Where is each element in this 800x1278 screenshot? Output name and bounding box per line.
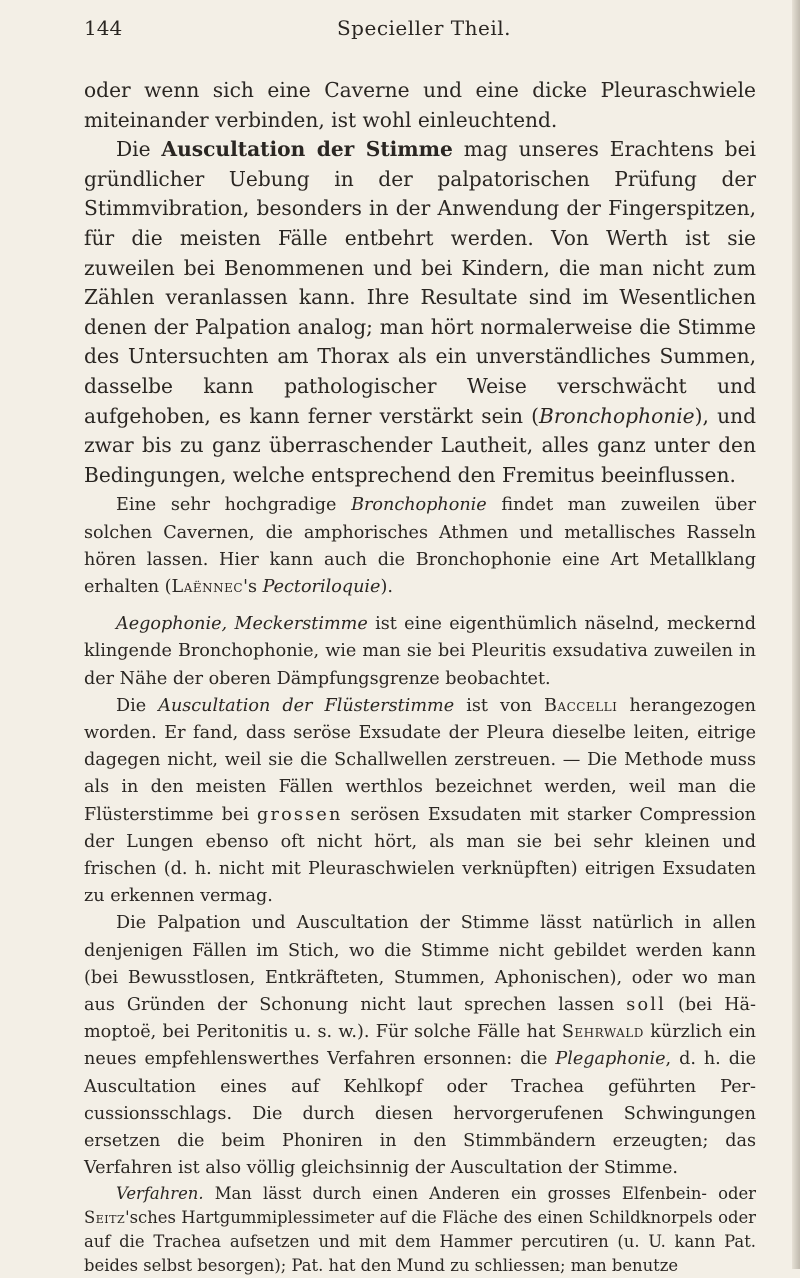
term-auscultation: Auscultation der Stimme: [161, 137, 453, 162]
author-seitz: Seitz: [84, 1208, 126, 1228]
term-verfahren: Verfahren.: [116, 1184, 204, 1204]
page-edge-shadow: [792, 0, 800, 1269]
paragraph-fluesterstimme: Die Auscultation der Flüsterstimme ist von Baccelli herangezogen worden. Er fand, dass seröse Exsudate der Pleura dieselbe leiten, eitrige dagegen nicht, weil sie die Schallwellen zerstreuen. — Die Methode muss als in den meisten Fällen werthlos bezeichnet werden, weil man die Flüsterstimme bei grossen serösen Exsudaten mit starker Compression der Lungen ebenso oft nicht hört, als man sie bei sehr kleinen und frischen (d. h. nicht mit Pleuraschwielen verknüpften) eitrigen Exsudaten zu erkennen vermag.: [84, 695, 756, 907]
author-laennec: Laënnec: [171, 576, 244, 597]
term-bronchophonie: Bronchophonie: [539, 403, 695, 428]
term-aegophonie: Aegophonie, Meckerstimme: [116, 614, 368, 635]
paragraph-bronchophonie: Eine sehr hochgradige Bronchophonie findet man zuweilen über solchen Cavernen, die amphorisches Athmen und metallisches Rasseln hören lassen. Hier kann auch die Bronchophonie eine Art Metallklang erhalten (Laënnec's Pectoriloquie).: [84, 495, 756, 597]
paragraph-plegaphonie: Die Palpation und Auscultation der Stimme lässt natürlich in allen denjenigen Fällen im Stich, wo die Stimme nicht gebildet werden kann (bei Bewusstlosen, Entkräfteten, Stummen, Aphonischen), oder wo man aus Gründen der Schonung nicht laut sprechen lassen soll (bei Hämoptoë, bei Peritonitis u. s. w.). Für solche Fälle hat Sehrwald kürzlich ein neues empfehlenswerthes Verfahren ersonnen: die Plegaphonie, d. h. die Auscultation eines auf Kehlkopf oder Trachea geführten Percussionsschlags. Die durch diesen hervorgerufenen Schwingungen ersetzen die beim Phoniren in den Stimmbändern erzeugten; das Verfahren ist also völlig gleichsinnig der Auscultation der Stimme.: [84, 913, 756, 1179]
paragraph-verfahren: Verfahren. Man lässt durch einen Anderen ein grosses Elfenbein- oder Seitz'sches Hartgummiplessimeter auf die Fläche des einen Schildknorpels oder auf die Trachea aufsetzen und mit dem Hammer percutiren (u. U. kann Pat. beides selbst besorgen); Pat. hat den Mund zu schliessen; man benutze: [84, 1184, 756, 1276]
page-number: 144: [84, 16, 123, 40]
paragraph-continuation: oder wenn sich eine Caverne und eine dicke Pleuraschwiele miteinander verbinden, ist wohl einleuchtend.: [84, 78, 756, 132]
running-title: Specieller Theil.: [336, 16, 512, 40]
paragraph-aegophonie: Aegophonie, Meckerstimme ist eine eigenthümlich näselnd, meckernd klingende Bronchophonie, wie man sie bei Pleuritis exsudativa zuweilen in der Nähe der oberen Dämpfungsgrenze beobachtet.: [84, 614, 757, 689]
page-body: [84, 76, 756, 1278]
page-header: [84, 16, 764, 56]
author-baccelli: Baccelli: [543, 695, 618, 716]
paragraph-auscultation-voice: Die Auscultation der Stimme mag unseres Erachtens bei gründlicher Uebung in der palpatorischen Prüfung der Stimmvibration, besonders in der Anwendung der Fingerspitzen, für die meisten Fälle entbehrt werden. Von Werth ist sie zuweilen bei Benommenen und bei Kindern, die man nicht zum Zählen veranlassen kann. Ihre Resultate sind im Wesentlichen denen der Palpation analog; man hört normalerweise die Stimme des Untersuchten am Thorax als ein unverständliches Summen, dasselbe kann pathologischer Weise verschwächt und aufgehoben, es kann ferner verstärkt sein (Bronchophonie), und zwar bis zu ganz überraschender Lautheit, alles ganz unter den Bedingungen, welche entsprechend den Fremitus beeinflussen.: [84, 137, 756, 487]
author-sehrwald: Sehrwald: [561, 1022, 644, 1043]
